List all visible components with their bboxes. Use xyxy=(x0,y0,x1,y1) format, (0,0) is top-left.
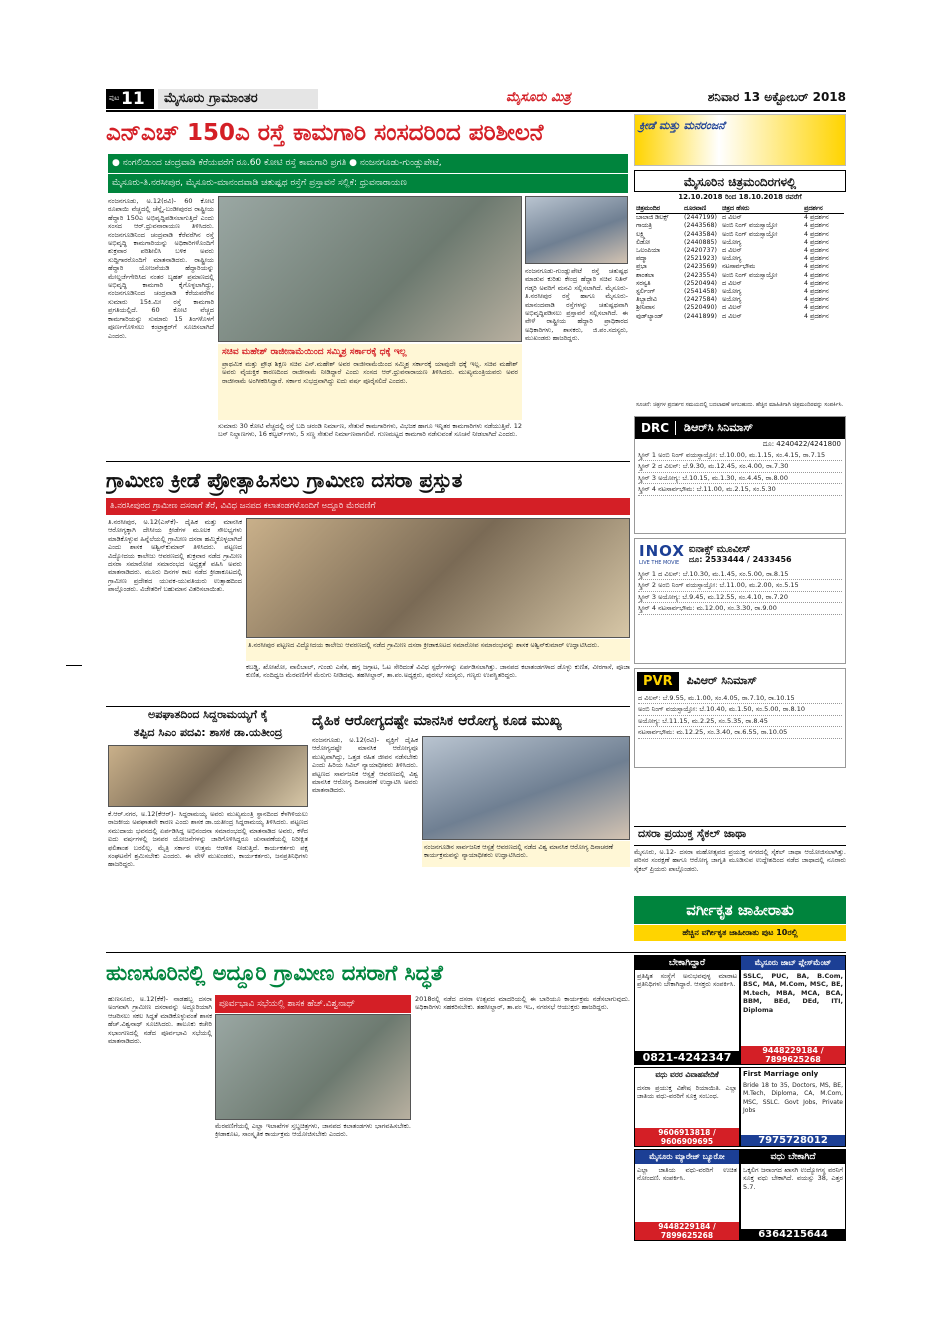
ad-matrimony-1-body: ದಸರಾ ಪ್ರಯುಕ್ತ ವಿಶೇಷ ರಿಯಾಯಿತಿ. ಎಲ್ಲಾ ಜಾತಿಯ ವಧು-ವರರಿಗೆ ಸೂಕ್ತ ಸಂಬಂಧ. xyxy=(637,1084,737,1101)
ad-marriage-bureau xyxy=(634,1149,740,1241)
theatre-list xyxy=(636,214,844,321)
story4-photo xyxy=(422,736,630,840)
drc-phone: ದೂ: 4240422/4241800 xyxy=(762,440,841,448)
film-name: ದ ವಿಲನ್ xyxy=(722,247,742,255)
section-label: ಮೈಸೂರು ಗ್ರಾಮಾಂತರ xyxy=(158,89,318,109)
story6-headline: ದಸರಾ ಪ್ರಯುಕ್ತ ಸೈಕಲ್ ಜಾಥಾ xyxy=(634,826,846,846)
theatre-name: ಪದ್ಮಾ xyxy=(636,255,648,263)
theatre-phone: (2441899) xyxy=(684,312,717,320)
show-count: 4 ಪ್ರದರ್ಶನ xyxy=(804,263,829,271)
pvr-schedule xyxy=(635,693,845,739)
theatre-row xyxy=(636,288,844,296)
film-name: ನಟಸಾರ್ವಭೌಮ xyxy=(722,263,756,271)
issue-date: ಶನಿವಾರ 13 ಅಕ್ಟೋಬರ್ 2018 xyxy=(707,90,846,104)
theatre-name: ಸರಸ್ವತಿ xyxy=(636,279,651,287)
theatre-phone: (2520490) xyxy=(684,304,717,312)
show-count: 4 ಪ್ರದರ್ಶನ xyxy=(804,271,829,279)
ad-wanted-body: ಪ್ರತಿಷ್ಠಿತ ಸಂಸ್ಥೆಗೆ ಅನುಭವವುಳ್ಳ ಮಾರಾಟ ಪ್ರತಿನಿಧಿಗಳು ಬೇಕಾಗಿದ್ದಾರೆ. ಆಸಕ್ತರು ಸಂಪರ್ಕಿಸಿ. xyxy=(637,972,737,989)
story3-headline-1: ಅಪಘಾತದಿಂದ ಸಿದ್ದರಾಮಯ್ಯಗೆ ಕೈ xyxy=(147,708,269,721)
ad-job-placement xyxy=(740,955,846,1065)
page-label: ಪುಟ xyxy=(109,94,120,102)
story2-photo xyxy=(246,518,630,638)
ad-marriage-2-title: First Marriage only xyxy=(743,1070,819,1078)
theatre-row xyxy=(636,263,844,271)
theatre-name: ಗಾಯತ್ರಿ xyxy=(636,222,652,230)
story1-deck-2: ಮೈಸೂರು-ತಿ.ನರಸೀಪುರ, ಮೈಸೂರು-ಮಾನಂದವಾಡಿ ಚತುಷ್ಪಥ ರಸ್ತೆಗೆ ಪ್ರಸ್ತಾವನೆ ಸಲ್ಲಿಕೆ: ಧ್ರುವನಾರಾಯಣ xyxy=(108,174,628,193)
theatre-row xyxy=(636,214,844,222)
story1-river-photo xyxy=(525,196,628,264)
ad-wanted xyxy=(634,955,740,1065)
theatre-phone: (2443584) xyxy=(684,230,717,238)
cinema-dates: 12.10.2018 ರಿಂದ 18.10.2018 ರವರೆಗೆ xyxy=(678,193,802,201)
cinema-table xyxy=(636,205,844,400)
divider-1 xyxy=(106,461,630,462)
theatre-row xyxy=(636,296,844,304)
left-margin-mark xyxy=(66,665,82,666)
story3-headline-2: ತಪ್ಪಿದ ಸಿಎಂ ಪದವಿ: ಶಾಸಕ ಡಾ.ಯತೀಂದ್ರ xyxy=(133,726,283,739)
show-count: 4 ಪ್ರದರ್ಶನ xyxy=(804,222,829,230)
story1-caption-body: ಪ್ರಾಥಮಿಕ ಮತ್ತು ಪ್ರೌಢ ಶಿಕ್ಷಣ ಸಚಿವ ಎನ್.ಮಹೇಶ್ ಅವರ ರಾಜೀನಾಮೆಯಿಂದ ಸಮ್ಮಿಶ್ರ ಸರ್ಕಾರಕ್ಕೆ ಯಾವುದೇ ಧಕ್ಕೆ ಇಲ್ಲ. ಸಚಿವ ಮಹೇಶ್ ಅವರು ವೈಯಕ್ತಿಕ ಕಾರಣದಿಂದ ರಾಜೀನಾಮೆ ನೀಡಿದ್ದಾರೆ ಎಂದು ಸಂಸದ ಆರ್.ಧ್ರುವನಾರಾಯಣ ತಿಳಿಸಿದರು. ಮುಖ್ಯಮಂತ್ರಿಯವರು ಅವರ ರಾಜೀನಾಮೆ ಅಂಗೀಕರಿಸಿದ್ದಾರೆ. ಸರ್ಕಾರ ಸುಭದ್ರವಾಗಿದ್ದು ಐದು ವರ್ಷ ಪೂರೈಸಲಿದೆ ಎಂದರು. xyxy=(222,360,518,385)
show-count: 4 ಪ್ರದರ್ಶನ xyxy=(804,214,829,222)
schedule-line: ಸ್ಕ್ರೀನ್ 3 ಅಯೋಗ್ಯ: ಬೆ.9.45, ಮ.12.55, ಸಂ.4.10, ರಾ.7.20 xyxy=(638,592,842,603)
show-count: 4 ಪ್ರದರ್ಶನ xyxy=(804,312,829,320)
cinema-col-shows: ಪ್ರದರ್ಶನ xyxy=(804,205,823,212)
film-name: ಅಂಬಿ ನಿಂಗ್ ವಯಸ್ಸಾಯ್ತೋ xyxy=(722,222,778,230)
show-count: 4 ಪ್ರದರ್ಶನ xyxy=(804,296,829,304)
inox-name: ಐನಾಕ್ಸ್ ಮೂವೀಸ್ xyxy=(688,543,751,555)
schedule-line: ಸ್ಕ್ರೀನ್ 3 ಅಯೋಗ್ಯ: ಬೆ.10.15, ಮ.1.30, ಸಂ.4.45, ರಾ.8.00 xyxy=(638,473,842,484)
inox-tagline: LIVE THE MOVIE xyxy=(639,560,680,566)
inox-phone: ದೂ: 2533444 / 2433456 xyxy=(688,554,792,564)
ad-wanted-phone: 0821-4242347 xyxy=(635,1051,739,1064)
theatre-phone: (2427584) xyxy=(684,296,717,304)
page-number-box xyxy=(106,89,154,109)
drc-block xyxy=(634,416,846,534)
theatre-row xyxy=(636,313,844,321)
film-name: ದ ವಿಲನ್ xyxy=(722,312,742,320)
story2-headline: ಗ್ರಾಮೀಣ ಕ್ರೀಡೆ ಪ್ರೋತ್ಸಾಹಿಸಲು ಗ್ರಾಮೀಣ ದಸರಾ ಪ್ರಸ್ತುತ xyxy=(106,468,463,492)
classifieds-title: ವರ್ಗೀಕೃತ ಜಾಹೀರಾತು xyxy=(634,896,846,924)
inox-block xyxy=(634,538,846,664)
sidebar-banner-label: ಕ್ರೀಡೆ ಮತ್ತು ಮನರಂಜನೆ xyxy=(639,119,725,132)
story6-body: ಮೈಸೂರು, ಅ.12- ದಸರಾ ಮಹೋತ್ಸವದ ಪ್ರಯುಕ್ತ ನಗರದಲ್ಲಿ ಸೈಕಲ್ ಜಾಥಾ ಆಯೋಜಿಸಲಾಗಿತ್ತು. ಪರಿಸರ ಸಂರಕ್ಷಣೆ ಹಾಗೂ ಆರೋಗ್ಯ ಜಾಗೃತಿ ಮೂಡಿಸುವ ಉದ್ದೇಶದಿಂದ ನಡೆದ ಜಾಥಾದಲ್ಲಿ ನೂರಾರು ಸೈಕಲ್ ಪ್ರಿಯರು ಪಾಲ್ಗೊಂಡರು. xyxy=(634,848,846,873)
divider-3 xyxy=(106,952,846,953)
paper-name: ಮೈಸೂರು ಮಿತ್ರ xyxy=(506,90,571,105)
drc-logo: DRC xyxy=(635,421,676,435)
masthead xyxy=(106,89,846,111)
pvr-block xyxy=(634,668,846,768)
theatre-row xyxy=(636,272,844,280)
cinema-col-film: ಚಿತ್ರದ ಹೆಸರು xyxy=(722,205,750,212)
ad-job-body: SSLC, PUC, BA, B.Com, BSC, MA, M.Com, MSC, BE, M.tech, MBA, MCA, BCA, BBM, BEd, DEd, ITI, Diploma xyxy=(743,972,843,1014)
show-count: 4 ಪ್ರದರ್ಶನ xyxy=(804,238,829,246)
theatre-name: ಪ್ರಭಾ xyxy=(636,263,647,271)
film-name: ದ ವಿಲನ್ xyxy=(722,304,742,312)
story5-photo xyxy=(215,1014,411,1120)
film-name: ಅಯೋಗ್ಯ xyxy=(722,255,742,263)
registration-marks xyxy=(100,1245,846,1255)
ad-wanted-title: ಬೇಕಾಗಿದ್ದಾರೆ xyxy=(635,956,739,970)
divider-2 xyxy=(106,706,630,707)
ad-bureau-title: ಮೈಸೂರು ಮ್ಯಾರೇಜ್ ಬ್ಯೂರೋ xyxy=(635,1150,739,1164)
theatre-name: ವುಡ್‌ಲ್ಯಾಂಡ್ xyxy=(636,312,664,320)
film-name: ಅಯೋಗ್ಯ xyxy=(722,238,742,246)
classifieds-subtitle: ಹೆಚ್ಚಿನ ವರ್ಗೀಕೃತ ಜಾಹೀರಾತು ಪುಟ 10ರಲ್ಲಿ xyxy=(634,925,846,941)
show-count: 4 ಪ್ರದರ್ಶನ xyxy=(804,247,829,255)
ad-bureau-phone: 9448229184 / 7899625268 xyxy=(635,1222,739,1240)
theatre-row xyxy=(636,222,844,230)
cinema-col-theatre: ಚಿತ್ರಮಂದಿರ xyxy=(636,205,661,212)
schedule-line: ಅಂಬಿ ನಿಂಗ್ ವಯಸ್ಸಾಯ್ತೋ: ಬೆ.10.40, ಮ.1.50, ಸಂ.5.00, ರಾ.8.10 xyxy=(638,704,842,715)
theatre-name: ತಿಬ್ಬಾದೇವಿ xyxy=(636,296,657,304)
story5-headline: ಹುಣಸೂರಿನಲ್ಲಿ ಅದ್ದೂರಿ ಗ್ರಾಮೀಣ ದಸರಾಗೆ ಸಿದ್ಧತೆ xyxy=(106,961,443,985)
drc-schedule xyxy=(635,450,845,496)
story1-caption-box xyxy=(218,344,522,420)
story2-caption: ತಿ.ನರಸೀಪುರ ಪಟ್ಟಣದ ವಿದ್ಯೋದಯ ಕಾಲೇಜು ಆವರಣದಲ್ಲಿ ನಡೆದ ಗ್ರಾಮೀಣ ದಸರಾ ಕ್ರೀಡಾಕೂಟದ ಸಮಾರೋಪ ಸಮಾರಂಭವನ್ನು ಶಾಸಕ ಅಶ್ವಿನ್‌ಕುಮಾರ್ ಉದ್ಘಾಟಿಸಿದರು. xyxy=(246,639,630,661)
theatre-phone: (2443568) xyxy=(684,222,717,230)
story5-body-a: ಹುಣಸೂರು, ಅ.12(ಕೆಕೆ)- ನಾಡಹಬ್ಬ ದಸರಾ ಅಂಗವಾಗಿ ಗ್ರಾಮೀಣ ದಸರಾವನ್ನು ಅದ್ದೂರಿಯಾಗಿ ಆಚರಿಸಲು ಸಕಲ ಸಿದ್ಧತೆ ಮಾಡಿಕೊಳ್ಳುವಂತೆ ಶಾಸಕ ಹೆಚ್.ವಿಶ್ವನಾಥ್ ಸೂಚಿಸಿದರು. ತಾಲೂಕು ಕಚೇರಿ ಸಭಾಂಗಣದಲ್ಲಿ ನಡೆದ ಪೂರ್ವಭಾವಿ ಸಭೆಯಲ್ಲಿ ಮಾತನಾಡಿದರು. xyxy=(108,995,212,1046)
schedule-line: ಸ್ಕ್ರೀನ್ 2 ದ ವಿಲನ್: ಬೆ.9.30, ಮ.12.45, ಸಂ.4.00, ರಾ.7.30 xyxy=(638,461,842,472)
ad-job-title: ಮೈಸೂರು ಜಾಬ್ ಪ್ಲೇಸ್‌ಮೆಂಟ್ xyxy=(741,956,845,970)
theatre-phone: (2541458) xyxy=(684,288,717,296)
show-count: 4 ಪ್ರದರ್ಶನ xyxy=(804,230,829,238)
cinema-title: ಮೈಸೂರಿನ ಚಿತ್ರಮಂದಿರಗಳಲ್ಲಿ xyxy=(634,170,846,192)
show-count: 4 ಪ್ರದರ್ಶನ xyxy=(804,288,829,296)
show-count: 4 ಪ್ರದರ್ಶನ xyxy=(804,279,829,287)
theatre-phone: (2423554) xyxy=(684,271,717,279)
ad-marriage-2 xyxy=(740,1067,846,1147)
theatre-phone: (2520494) xyxy=(684,279,717,287)
schedule-line: ಸ್ಕ್ರೀನ್ 2 ಅಂಬಿ ನಿಂಗ್ ವಯಸ್ಸಾಯ್ತೋ: ಬೆ.11.00, ಮ.2.00, ಸಂ.5.15 xyxy=(638,580,842,591)
theatre-phone: (2521923) xyxy=(684,255,717,263)
story4-caption: ನಂಜನಗೂಡಿನ ಸಾರ್ವಜನಿಕ ಆಸ್ಪತ್ರೆ ಆವರಣದಲ್ಲಿ ನಡೆದ ವಿಶ್ವ ಮಾನಸಿಕ ಆರೋಗ್ಯ ದಿನಾಚರಣೆ ಕಾರ್ಯಕ್ರಮವನ್ನು ನ್ಯಾಯಾಧೀಶರು ಉದ್ಘಾಟಿಸಿದರು. xyxy=(422,841,630,867)
schedule-line: ಸ್ಕ್ರೀನ್ 4 ನಟಸಾರ್ವಭೌಮ: ಮ.12.00, ಸಂ.3.30, ರಾ.9.00 xyxy=(638,603,842,614)
story5-subhead: ಪೂರ್ವಭಾವಿ ಸಭೆಯಲ್ಲಿ ಶಾಸಕ ಹೆಚ್.ವಿಶ್ವನಾಥ್ xyxy=(215,995,411,1013)
story1-body-b: ಸುಮಾರು 30 ಕೋಟಿ ವೆಚ್ಚದಲ್ಲಿ ರಸ್ತೆ ಬದಿ ಚರಂಡಿ ನಿರ್ಮಾಣ, ಸೇತುವೆ ಕಾಮಗಾರಿಗಳು, ವಿಭಜಕ ಹಾಗೂ ಇನ್ನಿತರ ಕಾಮಗಾರಿಗಳು ನಡೆಯುತ್ತಿವೆ. 12 ಬಸ್ ನಿಲ್ದಾಣಗಳು, 16 ಕಲ್ವರ್ಟ್‌ಗಳು, 5 ಸಣ್ಣ ಸೇತುವೆ ನಿರ್ಮಾಣವಾಗಲಿವೆ. ಗುಣಮಟ್ಟದ ಕಾಮಗಾರಿ ನಡೆಸುವಂತೆ ಸೂಚನೆ ನೀಡಲಾಗಿದೆ ಎಂದರು. xyxy=(218,422,522,439)
film-name: ಅಯೋಗ್ಯ xyxy=(722,288,742,296)
cinema-col-phone: ದೂರವಾಣಿ xyxy=(684,205,707,212)
page-number: 11 xyxy=(121,89,145,109)
schedule-line: ಸ್ಕ್ರೀನ್ 4 ನಟಸಾರ್ವಭೌಮ: ಬೆ.11.00, ಮ.2.15, ಸಂ.5.30 xyxy=(638,484,842,495)
ad-bride-phone: 6364215644 xyxy=(741,1229,845,1240)
ad-bride-body: ಒಕ್ಕಲಿಗ ಜನಾಂಗದ ಖಾಸಗಿ ಉದ್ಯೋಗಸ್ಥ ವರನಿಗೆ ಸೂಕ್ತ ವಧು ಬೇಕಾಗಿದೆ. ವಯಸ್ಸು 38, ಎತ್ತರ 5.7. xyxy=(743,1166,843,1191)
cinema-note: ಸೂಚನೆ: ಚಿತ್ರಗಳ ಪ್ರದರ್ಶನ ಸಮಯದಲ್ಲಿ ಬದಲಾವಣೆ ಆಗಬಹುದು. ಹೆಚ್ಚಿನ ಮಾಹಿತಿಗಾಗಿ ಚಿತ್ರಮಂದಿರವನ್ನು ಸಂಪರ್ಕಿಸಿ. xyxy=(636,402,844,408)
theatre-phone: (2440885) xyxy=(684,238,717,246)
story3-body: ಕೆ.ಆರ್.ನಗರ, ಅ.12(ಕೆಆರ್)- ಸಿದ್ದರಾಮಯ್ಯ ಅವರು ಮುಖ್ಯಮಂತ್ರಿ ಸ್ಥಾನದಿಂದ ಕೆಳಗಿಳಿಯಲು ರಾಜಕೀಯ ಅಪಘಾತವೇ ಕಾರಣ ಎಂದು ಶಾಸಕ ಡಾ.ಯತೀಂದ್ರ ಸಿದ್ದರಾಮಯ್ಯ ತಿಳಿಸಿದರು. ಪಟ್ಟಣದ ಸಮುದಾಯ ಭವನದಲ್ಲಿ ಏರ್ಪಡಿಸಿದ್ದ ಅಭಿನಂದನಾ ಸಮಾರಂಭದಲ್ಲಿ ಮಾತನಾಡಿದ ಅವರು, ಕಳೆದ ಐದು ವರ್ಷಗಳಲ್ಲಿ ಜನಪರ ಯೋಜನೆಗಳನ್ನು ಜಾರಿಗೊಳಿಸಿದ್ದರೂ ಚುನಾವಣೆಯಲ್ಲಿ ನಿರೀಕ್ಷಿತ ಫಲಿತಾಂಶ ಬರಲಿಲ್ಲ. ಮೈತ್ರಿ ಸರ್ಕಾರ ಉತ್ತಮ ಆಡಳಿತ ನೀಡುತ್ತಿದೆ. ಕಾರ್ಯಕರ್ತರು ಪಕ್ಷ ಸಂಘಟನೆಗೆ ಶ್ರಮಿಸಬೇಕು ಎಂದರು. ಈ ವೇಳೆ ಮುಖಂಡರು, ಕಾರ್ಯಕರ್ತರು, ಜನಪ್ರತಿನಿಧಿಗಳು ಹಾಜರಿದ್ದರು. xyxy=(108,810,308,869)
theatre-name: ಒಲಂಪಿಯಾ xyxy=(636,247,661,255)
theatre-row xyxy=(636,231,844,239)
ad-marriage-2-phone: 7975728012 xyxy=(741,1135,845,1146)
story5-body-c: 2018ರಲ್ಲಿ ನಡೆದ ದಸರಾ ಉತ್ಸವದ ಮಾದರಿಯಲ್ಲಿ ಈ ಬಾರಿಯೂ ಕಾರ್ಯಕ್ರಮ ನಡೆಸಲಾಗುವುದು. ಅಧಿಕಾರಿಗಳು ಸಹಕರಿಸಬೇಕು. ತಹಸೀಲ್ದಾರ್, ತಾ.ಪಂ ಇಒ, ನಗರಸಭೆ ಆಯುಕ್ತರು ಹಾಜರಿದ್ದರು. xyxy=(415,995,630,1012)
story2-deck: ತಿ.ನರಸೀಪುರದ ಗ್ರಾಮೀಣ ದಸರಾಗೆ ತೆರೆ, ವಿವಿಧ ಜನಪದ ಕಲಾತಂಡಗಳೊಂದಿಗೆ ಅದ್ದೂರಿ ಮೆರವಣಿಗೆ xyxy=(106,498,630,515)
theatre-row xyxy=(636,247,844,255)
pvr-name: ಪಿವಿಆರ್ ಸಿನಿಮಾಸ್ xyxy=(686,674,757,687)
story1-photo xyxy=(218,196,522,342)
film-name: ದ ವಿಲನ್ xyxy=(722,214,742,222)
theatre-row xyxy=(636,239,844,247)
story1-body-c: ನಂಜನಗೂಡು-ಗುಂಡ್ಲುಪೇಟೆ ರಸ್ತೆ ಚತುಷ್ಪಥ ಮಾಡುವ ಕುರಿತು ಕೇಂದ್ರ ಹೆದ್ದಾರಿ ಸಚಿವ ನಿತಿನ್ ಗಡ್ಕರಿ ಅವರಿಗೆ ಮನವಿ ಸಲ್ಲಿಸಲಾಗಿದೆ. ಮೈಸೂರು-ತಿ.ನರಸೀಪುರ ರಸ್ತೆ ಹಾಗೂ ಮೈಸೂರು-ಮಾನಂದವಾಡಿ ರಸ್ತೆಗಳನ್ನು ಚತುಷ್ಪಥವಾಗಿ ಅಭಿವೃದ್ಧಿಪಡಿಸಲು ಪ್ರಸ್ತಾವನೆ ಸಲ್ಲಿಸಲಾಗಿದೆ. ಈ ವೇಳೆ ರಾಷ್ಟ್ರೀಯ ಹೆದ್ದಾರಿ ಪ್ರಾಧಿಕಾರದ ಅಧಿಕಾರಿಗಳು, ಶಾಸಕರು, ಜಿ.ಪಂ.ಸದಸ್ಯರು, ಮುಖಂಡರು ಹಾಜರಿದ್ದರು. xyxy=(525,267,628,343)
story4-headline: ದೈಹಿಕ ಆರೋಗ್ಯದಷ್ಟೇ ಮಾನಸಿಕ ಆರೋಗ್ಯ ಕೂಡ ಮುಖ್ಯ xyxy=(312,713,562,729)
show-count: 4 ಪ್ರದರ್ಶನ xyxy=(804,255,829,263)
pvr-logo: PVR xyxy=(637,672,679,691)
inox-schedule xyxy=(635,569,845,615)
film-name: ಅಯೋಗ್ಯ xyxy=(722,296,742,304)
ad-marriage-2-body: Bride 18 to 35, Doctors, MS, BE, M.Tech, Diploma, CA, M.Com, MSC, SSLC. Govt Jobs, Private Jobs xyxy=(743,1082,843,1115)
theatre-name: ಸ್ಟರ್ಲಿಂಗ್ xyxy=(636,288,656,296)
ad-matrimony-1 xyxy=(634,1067,740,1147)
show-count: 4 ಪ್ರದರ್ಶನ xyxy=(804,304,829,312)
theatre-phone: (2447199) xyxy=(684,214,717,222)
schedule-line: ಸ್ಕ್ರೀನ್ 1 ದ ವಿಲನ್: ಬೆ.10.30, ಮ.1.45, ಸಂ.5.00, ರಾ.8.15 xyxy=(638,569,842,580)
theatre-phone: (2420737) xyxy=(684,247,717,255)
film-name: ದ ವಿಲನ್ xyxy=(722,279,742,287)
drc-name: ಡಿಆರ್‌ಸಿ ಸಿನಿಮಾಸ್ xyxy=(684,421,753,434)
theatre-row xyxy=(636,255,844,263)
theatre-row xyxy=(636,304,844,312)
theatre-name: ಲಕ್ಷ್ಮಿ xyxy=(636,230,646,238)
film-name: ಅಂಬಿ ನಿಂಗ್ ವಯಸ್ಸಾಯ್ತೋ xyxy=(722,271,778,279)
theatre-name: ಶ್ರೀನಿವಾಸ xyxy=(636,304,655,312)
ad-bride-title: ವಧು ಬೇಕಾಗಿದೆ xyxy=(741,1150,845,1164)
ad-bureau-body: ಎಲ್ಲಾ ಜಾತಿಯ ವಧು-ವರರಿಗೆ ಉಚಿತ ನೋಂದಣಿ. ಸಂಪರ್ಕಿಸಿ. xyxy=(637,1166,737,1183)
story5-body-b: ಮೆರವಣಿಗೆಯಲ್ಲಿ ಎಲ್ಲಾ ಇಲಾಖೆಗಳ ಸ್ತಬ್ಧಚಿತ್ರಗಳು, ಜಾನಪದ ಕಲಾತಂಡಗಳು ಭಾಗವಹಿಸಬೇಕು. ಕ್ರೀಡಾಕೂಟ, ಸಾಂಸ್ಕೃತಿಕ ಕಾರ್ಯಕ್ರಮ ಆಯೋಜಿಸಬೇಕು ಎಂದರು. xyxy=(215,1122,411,1139)
story1-headline: ಎನ್‌ಎಚ್ 150ಎ ರಸ್ತೆ ಕಾಮಗಾರಿ ಸಂಸದರಿಂದ ಪರಿಶೀಲನೆ xyxy=(106,120,544,146)
film-name: ಅಂಬಿ ನಿಂಗ್ ವಯಸ್ಸಾಯ್ತೋ xyxy=(722,230,778,238)
story1-deck-1: ● ನಂಗಲಿಯಿಂದ ಚಂದ್ರವಾಡಿ ಕೆರೆಯವರೆಗೆ ರೂ.60 ಕೋಟಿ ರಸ್ತೆ ಕಾಮಗಾರಿ ಪ್ರಗತಿ ● ನಂಜನಗೂಡು-ಗುಂಡ್ಲುಪೇಟೆ, xyxy=(108,154,628,173)
schedule-line: ನಟಸಾರ್ವಭೌಮ: ಮ.12.25, ಸಂ.3.40, ರಾ.6.55, ರಾ.10.05 xyxy=(638,727,842,738)
story1-caption-title: ಸಚಿವ ಮಹೇಶ್ ರಾಜೀನಾಮೆಯಿಂದ ಸಮ್ಮಿಶ್ರ ಸರ್ಕಾರಕ್ಕೆ ಧಕ್ಕೆ ಇಲ್ಲ xyxy=(222,347,407,357)
theatre-phone: (2423569) xyxy=(684,263,717,271)
sidebar-banner xyxy=(634,114,846,166)
inox-logo: INOX xyxy=(639,542,685,560)
story2-body-b: ಕಬಡ್ಡಿ, ಖೋಖೋ, ವಾಲಿಬಾಲ್, ಗುಂಡು ಎಸೆತ, ಹಗ್ಗ ಜಗ್ಗಾಟ, ಓಟ ಸೇರಿದಂತೆ ವಿವಿಧ ಸ್ಪರ್ಧೆಗಳನ್ನು ಏರ್ಪಡಿಸಲಾಗಿತ್ತು. ಜಾನಪದ ಕಲಾತಂಡಗಳಾದ ಡೊಳ್ಳು ಕುಣಿತ, ವೀರಗಾಸೆ, ಪೂಜಾ ಕುಣಿತ, ನಂದಿಧ್ವಜ ಮೆರವಣಿಗೆಗೆ ಮೆರುಗು ನೀಡಿದವು. ತಹಸೀಲ್ದಾರ್, ತಾ.ಪಂ.ಅಧ್ಯಕ್ಷರು, ಪುರಸಭೆ ಸದಸ್ಯರು, ಗಣ್ಯರು ಉಪಸ್ಥಿತರಿದ್ದರು. xyxy=(246,663,630,680)
ad-bride-wanted xyxy=(740,1149,846,1241)
ad-matrimony-1-title: ವಧು ವರರ ವಿವಾಹವೇದಿಕೆ xyxy=(655,1070,719,1079)
schedule-line: ದ ವಿಲನ್: ಬೆ.9.55, ಮ.1.00, ಸಂ.4.05, ರಾ.7.10, ರಾ.10.15 xyxy=(638,693,842,704)
ad-job-phone: 9448229184 / 7899625268 xyxy=(741,1046,845,1064)
theatre-name: ಲಿಡೋ xyxy=(636,238,651,246)
masthead-rule xyxy=(106,110,846,112)
story4-body: ನಂಜನಗೂಡು, ಅ.12(ರವಿ)- ವ್ಯಕ್ತಿಗೆ ದೈಹಿಕ ಆರೋಗ್ಯದಷ್ಟೇ ಮಾನಸಿಕ ಆರೋಗ್ಯವೂ ಮುಖ್ಯವಾಗಿದ್ದು, ಒತ್ತಡ ರಹಿತ ಜೀವನ ನಡೆಸಬೇಕು ಎಂದು ಹಿರಿಯ ಸಿವಿಲ್ ನ್ಯಾಯಾಧೀಶರು ತಿಳಿಸಿದರು. ಪಟ್ಟಣದ ಸಾರ್ವಜನಿಕ ಆಸ್ಪತ್ರೆ ಆವರಣದಲ್ಲಿ ವಿಶ್ವ ಮಾನಸಿಕ ಆರೋಗ್ಯ ದಿನಾಚರಣೆ ಉದ್ಘಾಟಿಸಿ ಅವರು ಮಾತನಾಡಿದರು. xyxy=(312,736,418,795)
ad-matrimony-1-phone: 9606913818 / 9606909695 xyxy=(635,1128,739,1146)
theatre-row xyxy=(636,280,844,288)
story2-body-a: ತಿ.ನರಸೀಪುರ, ಅ.12(ಎಸ್‌ಕೆ)- ದೈಹಿಕ ಮತ್ತು ಮಾನಸಿಕ ಆರೋಗ್ಯಕ್ಕಾಗಿ ದೇಸೀಯ ಕ್ರೀಡೆಗಳ ಮೂಲಕ ಸೌಲಭ್ಯಗಳು ಮಾಡಿಕೊಳ್ಳುವ ಹಿನ್ನೆಲೆಯಲ್ಲಿ ಗ್ರಾಮೀಣ ದಸರಾ ಹಮ್ಮಿಕೊಳ್ಳಲಾಗಿದೆ ಎಂದು ಶಾಸಕ ಅಶ್ವಿನ್‌ಕುಮಾರ್ ತಿಳಿಸಿದರು. ಪಟ್ಟಣದ ವಿದ್ಯೋದಯ ಕಾಲೇಜು ಆವರಣದಲ್ಲಿ ಶುಕ್ರವಾರ ನಡೆದ ಗ್ರಾಮೀಣ ದಸರಾ ಸಮಾರೋಪ ಸಮಾರಂಭದ ಅಧ್ಯಕ್ಷತೆ ವಹಿಸಿ ಅವರು ಮಾತನಾಡಿದರು. ಮೂರು ದಿನಗಳ ಕಾಲ ನಡೆದ ಕ್ರೀಡಾಕೂಟದಲ್ಲಿ ಗ್ರಾಮೀಣ ಪ್ರದೇಶದ ಯುವಕ-ಯುವತಿಯರು ಉತ್ಸಾಹದಿಂದ ಪಾಲ್ಗೊಂಡರು. ವಿಜೇತರಿಗೆ ಬಹುಮಾನ ವಿತರಿಸಲಾಯಿತು. xyxy=(108,518,242,594)
cinema-header xyxy=(636,205,844,214)
schedule-line: ಅಯೋಗ್ಯ: ಬೆ.11.15, ಮ.2.25, ಸಂ.5.35, ರಾ.8.45 xyxy=(638,716,842,727)
schedule-line: ಸ್ಕ್ರೀನ್ 1 ಅಂಬಿ ನಿಂಗ್ ವಯಸ್ಸಾಯ್ತೋ: ಬೆ.10.00, ಮ.1.15, ಸಂ.4.15, ರಾ.7.15 xyxy=(638,450,842,461)
theatre-name: ಬಾಲಾಜಿ ಡಿಲಕ್ಸ್ xyxy=(636,214,669,222)
story3-photo xyxy=(108,745,308,807)
story1-body-a: ನಂಜನಗೂಡು, ಅ.12(ರವಿ)- 60 ಕೋಟಿ ರೂಪಾಯಿ ವೆಚ್ಚದಲ್ಲಿ ಚೆನ್ನೈ-ಬಂಡೀಪುರದ ರಾಷ್ಟ್ರೀಯ ಹೆದ್ದಾರಿ 150ಎ ಅಭಿವೃದ್ಧಿಪಡಿಸಲಾಗುತ್ತಿದೆ ಎಂದು ಸಂಸದ ಆರ್.ಧ್ರುವನಾರಾಯಣ ತಿಳಿಸಿದರು. ನಂಜನಗೂಡಿನಿಂದ ಚಂದ್ರವಾಡಿ ಕೆರೆವರೆಗಿನ ರಸ್ತೆ ಅಭಿವೃದ್ಧಿ ಕಾಮಗಾರಿಯನ್ನು ಅಧಿಕಾರಿಗಳೊಂದಿಗೆ ಶುಕ್ರವಾರ ಪರಿಶೀಲಿಸಿ ಬಳಿಕ ಅವರು ಸುದ್ದಿಗಾರರೊಂದಿಗೆ ಮಾತನಾಡಿದರು. ರಾಷ್ಟ್ರೀಯ ಹೆದ್ದಾರಿ ಯೋಜನೆಯಡಿ ಹೆದ್ದಾರಿಯನ್ನು ಮೇಲ್ದರ್ಜೆಗೇರಿಸಿದ ನಂತರ ಬೃಹತ್ ಪ್ರಮಾಣದಲ್ಲಿ ಅಭಿವೃದ್ಧಿ ಕಾಮಗಾರಿ ಕೈಗೊಳ್ಳಲಾಗಿದ್ದು, ನಂಜನಗೂಡಿನಿಂದ ಚಂದ್ರವಾಡಿ ಕೆರೆಯವರೆಗಿನ ಸುಮಾರು 15ಕಿ.ಮೀ ರಸ್ತೆ ಕಾಮಗಾರಿ ಪ್ರಗತಿಯಲ್ಲಿದೆ. 60 ಕೋಟಿ ವೆಚ್ಚದ ಕಾಮಗಾರಿಯನ್ನು ಸುಮಾರು 15 ತಿಂಗಳೊಳಗೆ ಪೂರ್ಣಗೊಳಿಸಲು ಕಂಟ್ರಾಕ್ಟರ್‌ಗೆ ಸೂಚಿಸಲಾಗಿದೆ ಎಂದರು. xyxy=(108,197,214,340)
theatre-name: ಶಾಂತಲಾ xyxy=(636,271,655,279)
